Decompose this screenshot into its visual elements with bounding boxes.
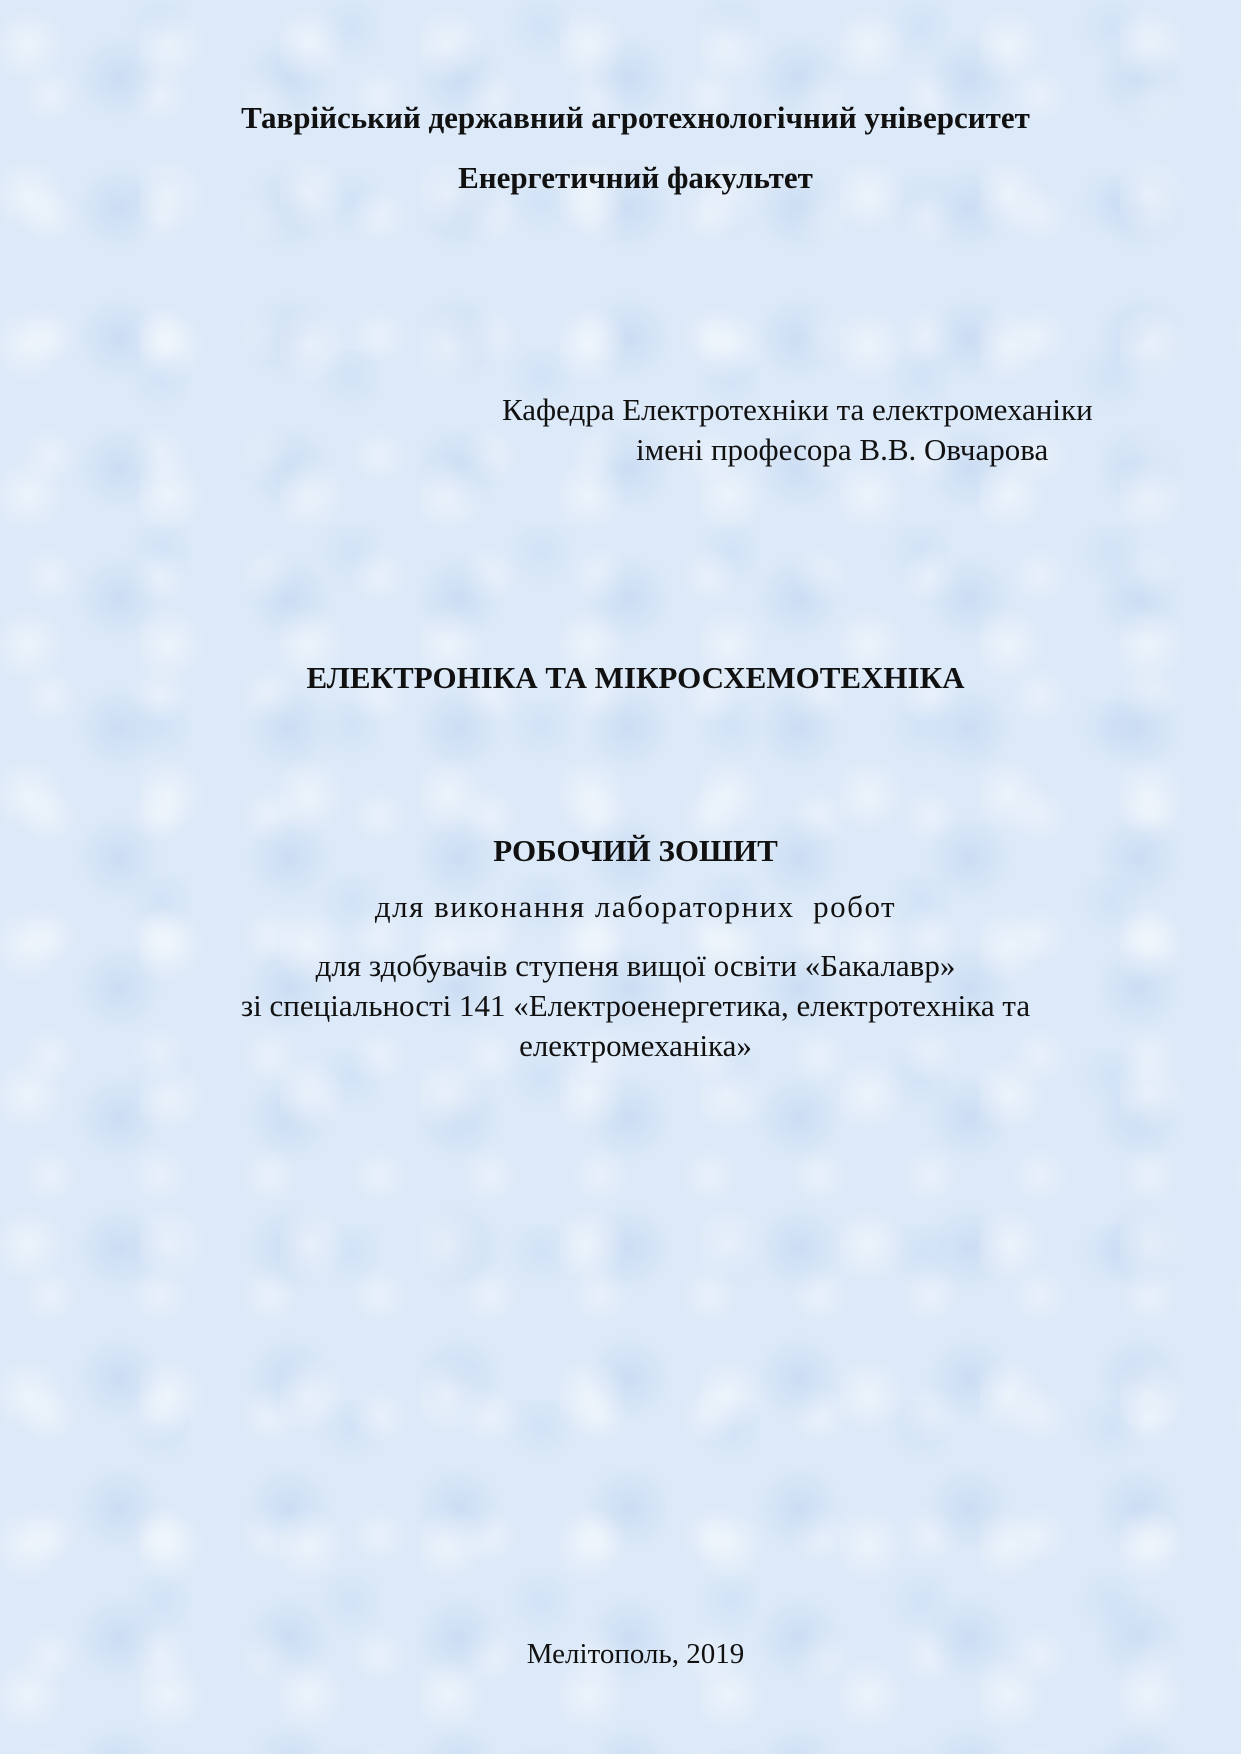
subject-title: ЕЛЕКТРОНІКА ТА МІКРОСХЕМОТЕХНІКА [306, 660, 965, 695]
university-name: Таврійський державний агротехнологічний університет [241, 100, 1030, 135]
audience-line-2: зі спеціальності 141 «Електроенергетика, електротехніка та [240, 988, 1031, 1023]
department-line-1: Кафедра Електротехніки та електромеханіки [502, 392, 1093, 427]
document-purpose: для виконання лабораторних робот [374, 889, 897, 924]
city-year: Мелітополь, 2019 [526, 1638, 745, 1670]
audience-line-1: для здобувачів ступеня вищої освіти «Бакалавр» [315, 948, 956, 983]
audience-line-3: електромеханіка» [519, 1028, 752, 1063]
document-type: РОБОЧИЙ ЗОШИТ [493, 833, 778, 868]
faculty-name: Енергетичний факультет [458, 160, 813, 195]
department-line-2: імені професора В.В. Овчарова [636, 432, 1049, 467]
